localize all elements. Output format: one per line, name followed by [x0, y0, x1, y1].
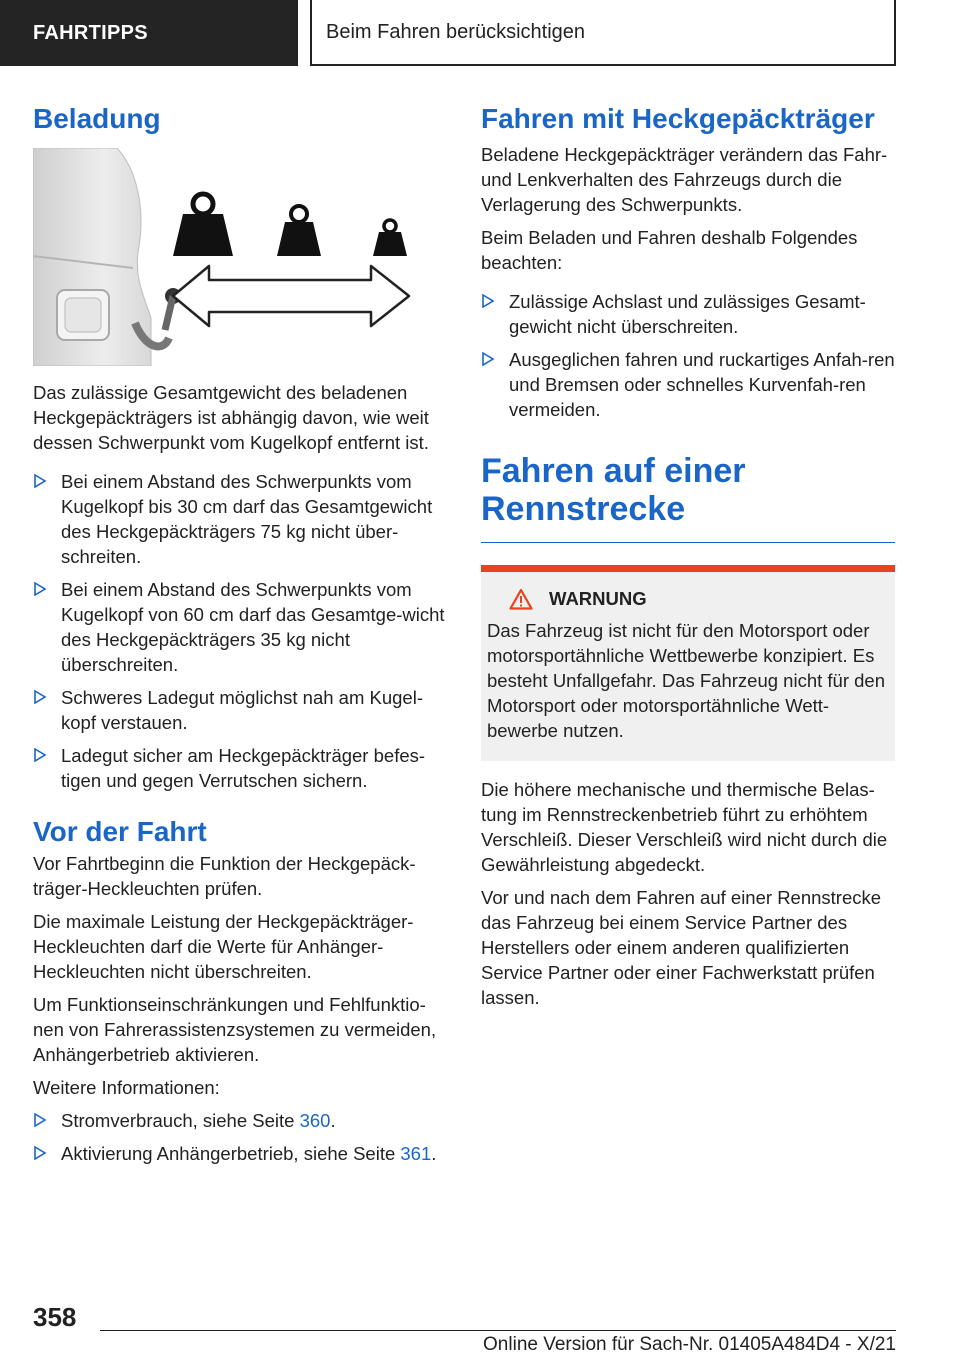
list-item: Ausgeglichen fahren und ruckartiges Anfah-ren und Bremsen oder schnelles Kurvenfah-ren vermeiden.	[481, 347, 895, 422]
warning-header	[509, 588, 889, 610]
list-item: Ladegut sicher am Heckgepäckträger befes-tigen und gegen Verrutschen sichern.	[33, 743, 451, 793]
page-footer	[0, 1290, 960, 1362]
list-item: Zulässige Achslast und zulässiges Gesamt-gewicht nicht überschreiten.	[481, 289, 895, 339]
light-weight-icon	[373, 220, 407, 256]
footer-rule	[100, 1330, 896, 1331]
list-item: Bei einem Abstand des Schwerpunkts vom Kugelkopf bis 30 cm darf das Gesamtgewicht des Heckgepäckträgers 75 kg nicht über-schreiten.	[33, 469, 451, 569]
paragraph: Weitere Informationen:	[33, 1077, 220, 1098]
heading-loading: Beladung	[33, 103, 161, 134]
paragraph: Die höhere mechanische und thermische Belas-tung im Rennstreckenbetrieb führt zu erhöhtem Verschleiß. Dieser Verschleiß wird nicht durch die Gewährleistung abgedeckt.	[481, 779, 888, 875]
warning-triangle-icon	[509, 588, 533, 610]
paragraph: Vor und nach dem Fahren auf einer Rennstrecke das Fahrzeug bei einem Service Partner des Herstellers oder einem anderen qualifizierten Service Partner oder einer Fachwerkstatt prüfen lassen.	[481, 887, 882, 1008]
list-item: Bei einem Abstand des Schwerpunkts vom Kugelkopf von 60 cm darf das Gesamtge-wicht des Heckgepäckträgers 35 kg nicht überschreiten.	[33, 577, 451, 677]
heading-before-drive: Vor der Fahrt	[33, 816, 207, 847]
triangle-bullet-icon	[33, 1146, 47, 1160]
page-header	[0, 0, 960, 66]
section-title: Beim Fahren berücksichtigen	[310, 0, 896, 66]
heading-race-track: Fahren auf einer Rennstrecke	[481, 452, 746, 528]
paragraph: Beim Beladen und Fahren deshalb Folgendes beachten:	[481, 227, 858, 273]
triangle-bullet-icon	[33, 748, 47, 762]
rack-weight-illustration	[33, 148, 451, 366]
heavy-weight-icon	[173, 194, 233, 256]
warning-text: Das Fahrzeug ist nicht für den Motorsport oder motorsportähnliche Wettbewerbe konzipiert. Es besteht Unfallgefahr. Das Fahrzeug nicht für den Motorsport oder motorsportähnliche Wett-bewerbe nutzen.	[487, 620, 885, 741]
triangle-bullet-icon	[33, 582, 47, 596]
triangle-bullet-icon	[33, 474, 47, 488]
paragraph: Vor Fahrtbeginn die Funktion der Heckgepäck-träger-Heckleuchten prüfen.	[33, 853, 416, 899]
page-link-360[interactable]: 360	[299, 1110, 331, 1131]
loading-bullets	[33, 469, 451, 793]
list-item: Stromverbrauch, siehe Seite 360.	[33, 1108, 451, 1133]
warning-box	[481, 565, 895, 761]
triangle-bullet-icon	[481, 294, 495, 308]
warning-title: WARNUNG	[549, 588, 647, 609]
triangle-bullet-icon	[33, 1113, 47, 1127]
online-version-line: Online Version für Sach-Nr. 01405A484D4 - X/21	[483, 1334, 896, 1355]
reference-bullets	[33, 1108, 451, 1166]
page-link-361[interactable]: 361	[400, 1143, 432, 1164]
triangle-bullet-icon	[481, 352, 495, 366]
paragraph: Die maximale Leistung der Heckgepäckträger-Heckleuchten darf die Werte für Anhänger-Heckleuchten nicht überschreiten.	[33, 911, 414, 982]
list-item: Aktivierung Anhängerbetrieb, siehe Seite 361.	[33, 1141, 451, 1166]
heading-rear-rack: Fahren mit Heckgepäckträger	[481, 103, 875, 134]
triangle-bullet-icon	[33, 690, 47, 704]
left-column	[33, 100, 451, 1178]
list-item: Schweres Ladegut möglichst nah am Kugel-kopf verstauen.	[33, 685, 451, 735]
chapter-tab: FAHRTIPPS	[0, 0, 298, 66]
paragraph: Um Funktionseinschränkungen und Fehlfunktio-nen von Fahrerassistenzsystemen zu vermeiden, Anhängerbetrieb aktivieren.	[33, 994, 437, 1065]
rack-bullets	[481, 289, 895, 422]
medium-weight-icon	[277, 206, 321, 256]
heading-rule	[481, 542, 895, 543]
page-number: 358	[33, 1302, 77, 1332]
right-column	[481, 100, 895, 1018]
paragraph: Beladene Heckgepäckträger verändern das Fahr- und Lenkverhalten des Fahrzeugs durch die Verlagerung des Schwerpunkts.	[481, 144, 888, 215]
figure-caption: Das zulässige Gesamtgewicht des beladenen Heckgepäckträgers ist abhängig davon, wie weit dessen Schwerpunkt vom Kugelkopf entfernt ist.	[33, 382, 429, 453]
